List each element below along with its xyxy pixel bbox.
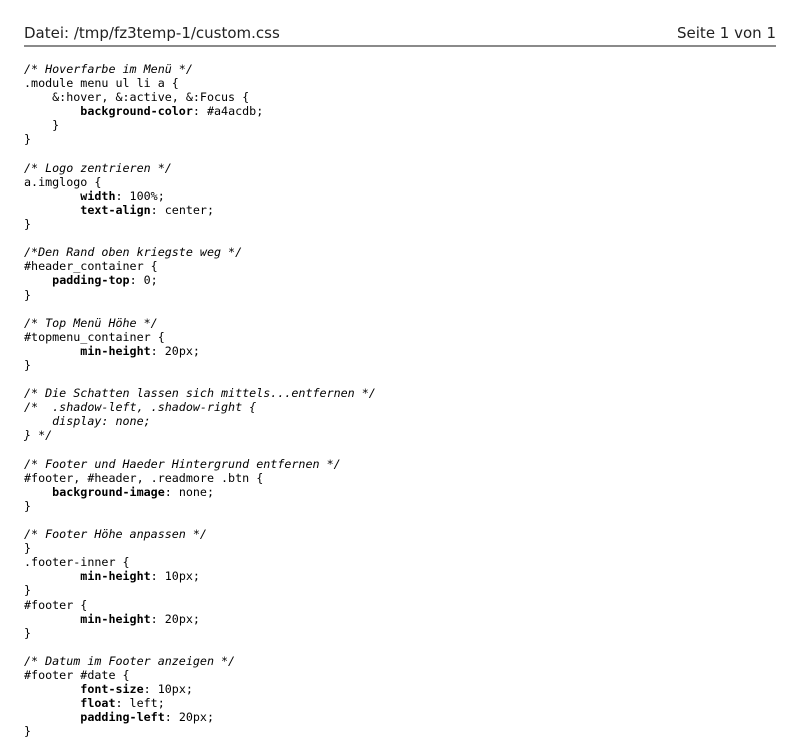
code-text: #footer, #header, .readmore .btn { <box>24 470 264 485</box>
code-line <box>24 104 776 118</box>
code-text: } <box>24 583 32 598</box>
code-text <box>24 710 80 724</box>
code-text: : 10px; <box>143 682 193 697</box>
code-text <box>24 682 80 696</box>
code-comment: /* Datum im Footer anzeigen */ <box>24 653 236 668</box>
css-property: min-height <box>80 611 151 626</box>
code-line <box>24 302 776 316</box>
code-comment: /* Hoverfarbe im Menü */ <box>24 62 193 76</box>
code-line <box>24 527 776 541</box>
code-line <box>24 217 776 231</box>
code-text: } <box>24 287 32 302</box>
code-text: } <box>24 118 60 133</box>
code-line <box>24 626 776 640</box>
code-line <box>24 471 776 485</box>
css-property: text-align <box>80 202 151 217</box>
code-line <box>24 583 776 597</box>
code-text <box>24 569 80 583</box>
code-text: .module menu ul li a { <box>24 76 179 91</box>
code-line <box>24 668 776 682</box>
code-line <box>24 386 776 400</box>
code-text <box>24 344 80 358</box>
code-line <box>24 513 776 527</box>
code-text: #footer #date { <box>24 668 130 683</box>
code-line <box>24 569 776 583</box>
code-text: } <box>24 541 32 556</box>
code-text: } <box>24 132 32 147</box>
css-property: min-height <box>80 569 151 584</box>
css-property: padding-left <box>80 710 165 725</box>
code-line <box>24 147 776 161</box>
code-comment: /* Footer Höhe anpassen */ <box>24 527 207 542</box>
code-text: } <box>24 498 32 513</box>
code-text: : 10px; <box>150 569 200 584</box>
code-text <box>24 273 52 287</box>
code-line <box>24 443 776 457</box>
code-line <box>24 696 776 710</box>
code-line <box>24 555 776 569</box>
code-text: } <box>24 217 32 232</box>
code-line <box>24 724 776 738</box>
css-property: background-image <box>52 484 165 499</box>
code-line <box>24 330 776 344</box>
code-listing <box>24 62 776 739</box>
code-text: : center; <box>150 202 215 217</box>
code-text <box>24 189 80 203</box>
code-line <box>24 710 776 724</box>
code-text <box>24 612 80 626</box>
code-comment: display: none; <box>24 414 151 429</box>
code-line <box>24 372 776 386</box>
code-text: : 20px; <box>150 343 200 358</box>
code-line <box>24 259 776 273</box>
code-line <box>24 428 776 442</box>
code-line <box>24 358 776 372</box>
code-line <box>24 414 776 428</box>
code-line <box>24 612 776 626</box>
code-line <box>24 161 776 175</box>
code-line <box>24 288 776 302</box>
code-line <box>24 118 776 132</box>
page-header <box>24 22 776 44</box>
code-line <box>24 62 776 76</box>
code-text: : 20px; <box>164 710 215 725</box>
code-line <box>24 457 776 471</box>
code-line <box>24 682 776 696</box>
code-text <box>24 104 80 118</box>
header-divider <box>24 45 776 47</box>
code-text: a.imglogo { <box>24 174 102 189</box>
code-line <box>24 485 776 499</box>
code-line <box>24 231 776 245</box>
code-text <box>24 696 80 710</box>
code-comment: } */ <box>24 428 53 443</box>
code-comment: /* Top Menü Höhe */ <box>24 315 158 330</box>
code-text: : 20px; <box>150 611 200 626</box>
code-text: : 100%; <box>115 188 165 203</box>
code-text: #header_container { <box>24 259 158 274</box>
code-line <box>24 175 776 189</box>
code-line <box>24 132 776 146</box>
code-comment: /* Die Schatten lassen sich mittels...entfernen */ <box>24 386 376 401</box>
code-text: : left; <box>115 696 165 711</box>
code-line <box>24 598 776 612</box>
code-line <box>24 316 776 330</box>
code-text <box>24 203 80 217</box>
code-text: &:hover, &:active, &:Focus { <box>24 90 250 105</box>
code-text: } <box>24 625 32 640</box>
code-text: #topmenu_container { <box>24 329 165 344</box>
code-comment: /* .shadow-left, .shadow-right { <box>24 400 257 415</box>
code-line <box>24 90 776 104</box>
code-text: : none; <box>164 484 215 499</box>
code-comment: /* Logo zentrieren */ <box>24 160 172 175</box>
code-line <box>24 203 776 217</box>
css-property: font-size <box>80 682 144 697</box>
code-line <box>24 189 776 203</box>
code-text: .footer-inner { <box>24 555 130 570</box>
code-comment: /* Footer und Haeder Hintergrund entfernen */ <box>24 456 341 471</box>
file-title: Datei: /tmp/fz3temp-1/custom.css <box>24 24 280 42</box>
code-line <box>24 76 776 90</box>
code-line <box>24 400 776 414</box>
code-line <box>24 273 776 287</box>
css-property: width <box>80 188 116 203</box>
code-text: } <box>24 724 32 739</box>
code-line <box>24 541 776 555</box>
code-comment: /*Den Rand oben kriegste weg */ <box>24 245 243 260</box>
code-text: : #a4acdb; <box>192 104 264 119</box>
code-line <box>24 654 776 668</box>
code-line <box>24 640 776 654</box>
css-property: float <box>80 696 116 711</box>
code-line <box>24 499 776 513</box>
code-text <box>24 485 52 499</box>
code-text: } <box>24 357 32 372</box>
page-number: Seite 1 von 1 <box>677 24 776 42</box>
css-property: background-color <box>80 104 193 119</box>
code-text: : 0; <box>129 273 158 288</box>
css-property: padding-top <box>52 273 130 288</box>
code-line <box>24 245 776 259</box>
code-line <box>24 344 776 358</box>
css-property: min-height <box>80 343 151 358</box>
code-text: #footer { <box>24 597 88 612</box>
